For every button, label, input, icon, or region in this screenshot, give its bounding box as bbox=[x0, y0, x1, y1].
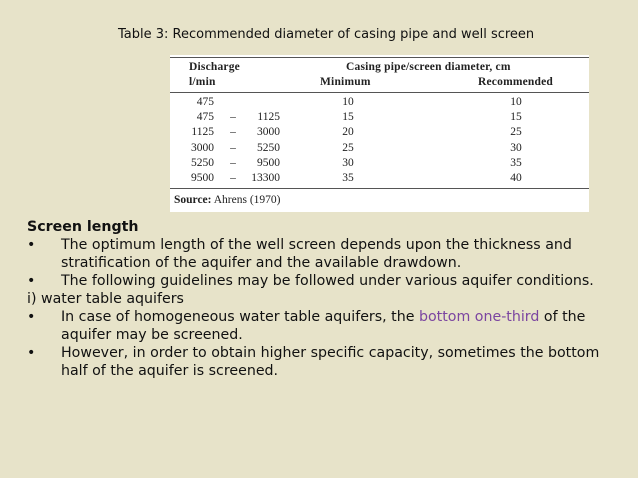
header-recommended: Recommended bbox=[478, 76, 554, 88]
subheading: i) water table aquifers bbox=[27, 291, 184, 307]
bullet-text-post: of the aquifer may be screened. bbox=[61, 309, 586, 343]
bullet-marker: • bbox=[27, 273, 36, 289]
cell-discharge-dash: – bbox=[230, 141, 236, 154]
cell-minimum: 30 bbox=[342, 156, 354, 169]
bullet-marker: • bbox=[27, 309, 36, 325]
cell-discharge-from: 3000 bbox=[191, 141, 214, 154]
bullet-item bbox=[27, 236, 617, 272]
table-top-rule bbox=[170, 57, 589, 58]
cell-discharge-from: 5250 bbox=[191, 156, 214, 169]
bullet-item bbox=[27, 272, 617, 290]
cell-discharge-from: 1125 bbox=[191, 126, 214, 139]
source-text: Ahrens (1970) bbox=[211, 194, 281, 206]
table-source bbox=[174, 194, 280, 206]
cell-discharge-to: 3000 bbox=[257, 126, 280, 139]
cell-discharge-to: 9500 bbox=[257, 156, 280, 169]
bullet-text: However, in order to obtain higher specific capacity, sometimes the bottom half of the aquifer is screened. bbox=[61, 345, 600, 379]
highlight-text: bottom one-third bbox=[418, 309, 540, 325]
bullet-item bbox=[27, 344, 617, 380]
bullet-text: The following guidelines may be followed under various aquifer conditions. bbox=[61, 273, 594, 289]
cell-recommended: 40 bbox=[510, 172, 522, 184]
bullet-marker: • bbox=[27, 345, 36, 361]
cell-discharge-dash: – bbox=[230, 111, 236, 124]
table-caption: Table 3: Recommended diameter of casing pipe and well screen bbox=[118, 27, 535, 42]
cell-minimum: 10 bbox=[342, 96, 354, 108]
header-discharge: Discharge bbox=[189, 61, 240, 73]
header-unit: l/min bbox=[189, 76, 216, 88]
cell-minimum: 25 bbox=[342, 141, 354, 154]
cell-minimum: 15 bbox=[342, 111, 354, 124]
header-group: Casing pipe/screen diameter, cm bbox=[346, 61, 511, 73]
cell-discharge-to: 13300 bbox=[251, 172, 280, 184]
cell-discharge-dash: – bbox=[230, 126, 236, 139]
cell-discharge-from: 9500 bbox=[191, 172, 214, 184]
cell-discharge-from: 475 bbox=[196, 111, 214, 124]
table-bottom-rule bbox=[170, 188, 589, 189]
source-label: Source: bbox=[174, 194, 212, 206]
cell-recommended: 15 bbox=[510, 111, 522, 124]
cell-discharge-to: 5250 bbox=[257, 141, 280, 154]
cell-discharge-to: 1125 bbox=[257, 111, 280, 124]
cell-recommended: 35 bbox=[510, 156, 522, 169]
bullet-text: The optimum length of the well screen depends upon the thickness and stratification of the aquifer and the available drawdown. bbox=[61, 237, 572, 271]
cell-recommended: 25 bbox=[510, 126, 522, 139]
header-rule bbox=[170, 92, 589, 93]
slide-body bbox=[27, 218, 617, 380]
header-minimum: Minimum bbox=[320, 76, 371, 88]
bullet-text-pre: In case of homogeneous water table aquifers, the bbox=[61, 309, 419, 325]
bullet-marker: • bbox=[27, 237, 36, 253]
bullet-item bbox=[27, 308, 617, 344]
section-heading: Screen length bbox=[27, 219, 139, 235]
cell-discharge-dash: – bbox=[230, 172, 236, 184]
cell-discharge-dash: – bbox=[230, 156, 236, 169]
diameter-table bbox=[170, 55, 589, 212]
cell-minimum: 20 bbox=[342, 126, 354, 139]
cell-recommended: 10 bbox=[510, 96, 522, 108]
cell-discharge-from: 475 bbox=[196, 96, 214, 108]
cell-recommended: 30 bbox=[510, 141, 522, 154]
cell-minimum: 35 bbox=[342, 172, 354, 184]
bullet-text bbox=[61, 309, 585, 343]
